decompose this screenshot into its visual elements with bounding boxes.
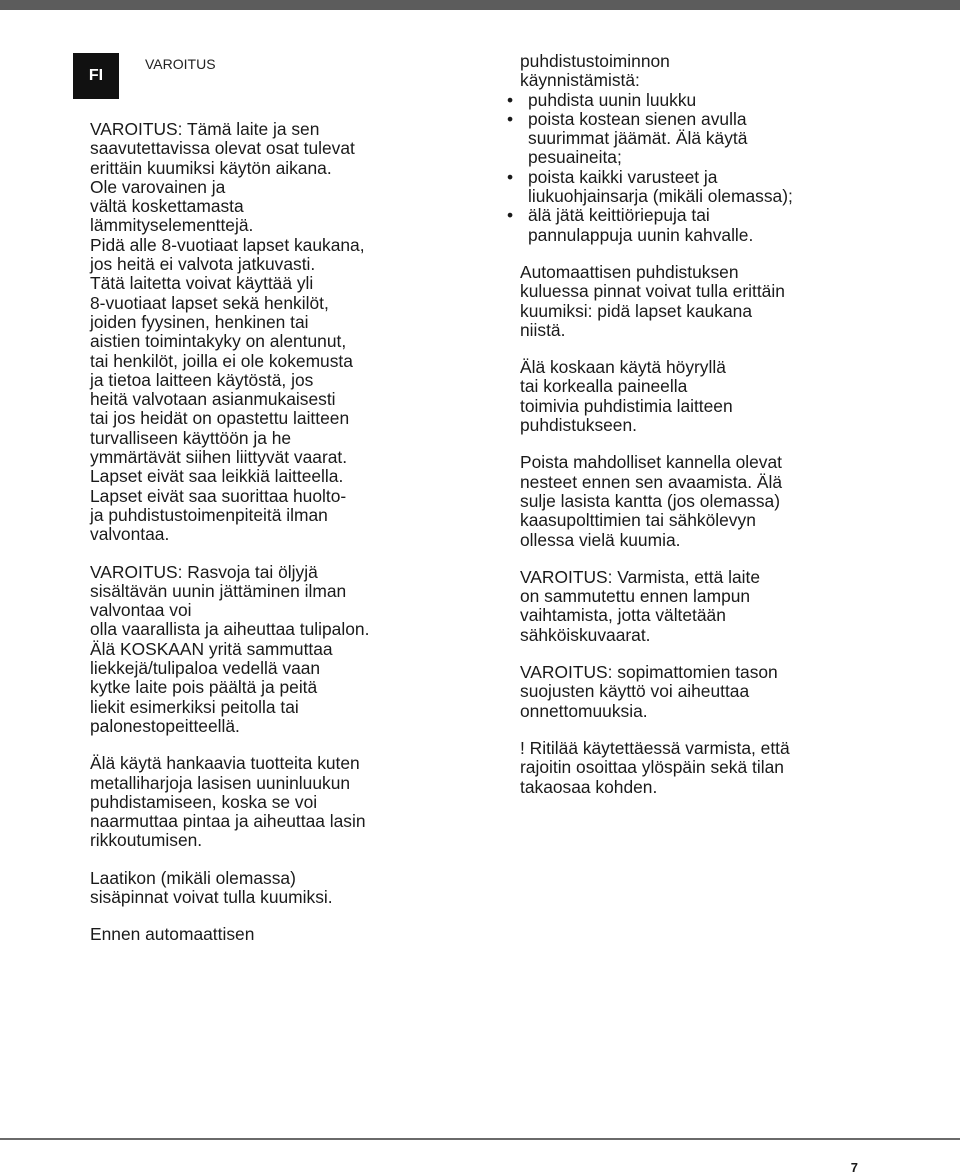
text-line: lämmityselementtejä.: [90, 215, 254, 236]
text-line: palonestopeitteellä.: [90, 715, 240, 736]
text-line: • poista kaikki varusteet ja: [528, 166, 718, 187]
text-line: ymmärtävät siihen liittyvät vaarat.: [90, 447, 348, 468]
right-paragraphs: [520, 263, 890, 797]
paragraph-r6: [520, 739, 890, 797]
text-line: on sammutettu ennen lampun: [520, 586, 751, 607]
paragraph-p4: [90, 869, 465, 908]
top-bar: [0, 0, 960, 10]
text-line: nesteet ennen sen avaamista. Älä: [520, 471, 782, 492]
text-line: Ole varovainen ja: [90, 176, 226, 197]
paragraph-r5: [520, 663, 890, 721]
text-line: jos heitä ei valvota jatkuvasti.: [90, 254, 316, 275]
checklist-item: [520, 110, 890, 168]
text-line: Automaattisen puhdistuksen: [520, 261, 739, 282]
section-title: VAROITUS: [145, 56, 216, 72]
text-line: metalliharjoja lasisen uuninluukun: [90, 772, 351, 793]
text-line: saavutettavissa olevat osat tulevat: [90, 138, 355, 159]
text-line: kuumiksi: pidä lapset kaukana: [520, 300, 753, 321]
text-line: VAROITUS: Rasvoja tai öljyjä: [90, 561, 318, 582]
text-line: VAROITUS: sopimattomien tason: [520, 662, 778, 683]
paragraph-p5: [90, 925, 465, 944]
paragraph-r1: [520, 263, 890, 340]
paragraph-p1: [90, 120, 465, 545]
paragraph-r4: [520, 568, 890, 645]
text-line: Lapset eivät saa suorittaa huolto-: [90, 485, 347, 506]
text-line: sulje lasista kantta (jos olemassa): [520, 490, 781, 511]
text-line: aistien toimintakyky on alentunut,: [90, 331, 347, 352]
text-line: sähköiskuvaarat.: [520, 624, 651, 645]
cleaning-checklist: [520, 91, 890, 245]
text-line: Älä KOSKAAN yritä sammuttaa: [90, 638, 333, 659]
text-line: turvalliseen käyttöön ja he: [90, 427, 292, 448]
text-line: takaosaa kohden.: [520, 776, 658, 797]
text-line: rajoitin osoittaa ylöspäin sekä tilan: [520, 757, 784, 778]
text-line: Tätä laitetta voivat käyttää yli: [90, 273, 314, 294]
paragraph-p3: [90, 754, 465, 850]
text-line: Poista mahdolliset kannella olevat: [520, 452, 782, 473]
text-line: ja puhdistustoimenpiteitä ilman: [90, 504, 328, 525]
text-line: valvontaa.: [90, 524, 170, 545]
text-line: Laatikon (mikäli olemassa): [90, 867, 296, 888]
cleaning-intro: [520, 52, 890, 91]
left-column: [90, 120, 465, 963]
checklist-item: [520, 91, 890, 110]
text-line: vaihtamista, jotta vältetään: [520, 605, 726, 626]
text-line: Lapset eivät saa leikkiä laitteella.: [90, 466, 344, 487]
text-line: suurimmat jäämät. Älä käytä: [528, 128, 748, 149]
paragraph-r3: [520, 453, 890, 549]
paragraph-p2: [90, 563, 465, 737]
text-line: puhdistukseen.: [520, 415, 637, 436]
text-line: VAROITUS: Tämä laite ja sen: [90, 119, 320, 139]
language-code: FI: [88, 67, 104, 84]
language-badge: [73, 53, 119, 99]
text-line: • älä jätä keittiöriepuja tai: [528, 205, 710, 226]
text-line: pesuaineita;: [528, 147, 622, 168]
text-line: kytke laite pois päältä ja peitä: [90, 677, 318, 698]
text-line: puhdistustoiminnon: [520, 51, 670, 71]
text-line: Ennen automaattisen: [90, 924, 255, 945]
text-line: heitä valvotaan asianmukaisesti: [90, 389, 336, 410]
text-line: naarmuttaa pintaa ja aiheuttaa lasin: [90, 811, 366, 832]
text-line: ollessa vielä kuumia.: [520, 529, 681, 550]
text-line: sisältävän uunin jättäminen ilman: [90, 580, 347, 601]
text-line: niistä.: [520, 319, 566, 340]
text-line: olla vaarallista ja aiheuttaa tulipalon.: [90, 619, 370, 640]
text-line: rikkoutumisen.: [90, 830, 203, 851]
text-line: pannulappuja uunin kahvalle.: [528, 224, 754, 245]
right-column: [520, 52, 890, 815]
text-line: suojusten käyttö voi aiheuttaa: [520, 681, 750, 702]
text-line: valvontaa voi: [90, 600, 192, 621]
paragraph-r2: [520, 358, 890, 435]
page-number: 7: [850, 1160, 858, 1175]
checklist-item: [520, 168, 890, 207]
text-line: • puhdista uunin luukku: [528, 89, 697, 110]
text-line: VAROITUS: Varmista, että laite: [520, 566, 760, 587]
text-line: käynnistämistä:: [520, 70, 640, 91]
text-line: kuluessa pinnat voivat tulla erittäin: [520, 281, 785, 302]
text-line: Pidä alle 8-vuotiaat lapset kaukana,: [90, 234, 365, 255]
text-line: tai jos heidät on opastettu laitteen: [90, 408, 350, 429]
text-line: joiden fyysinen, henkinen tai: [90, 311, 309, 332]
text-line: 8-vuotiaat lapset sekä henkilöt,: [90, 292, 329, 313]
text-line: liekit esimerkiksi peitolla tai: [90, 696, 299, 717]
text-line: • poista kostean sienen avulla: [528, 108, 747, 129]
text-line: tai henkilöt, joilla ei ole kokemusta: [90, 350, 353, 371]
text-line: Älä koskaan käytä höyryllä: [520, 357, 726, 378]
text-line: erittäin kuumiksi käytön aikana.: [90, 157, 332, 178]
text-line: ! Ritilää käytettäessä varmista, että: [520, 737, 790, 758]
text-line: vältä koskettamasta: [90, 196, 244, 217]
text-line: toimivia puhdistimia laitteen: [520, 395, 733, 416]
text-line: puhdistamiseen, koska se voi: [90, 791, 318, 812]
text-line: Älä käytä hankaavia tuotteita kuten: [90, 753, 360, 774]
footer-rule: [0, 1138, 960, 1140]
text-line: sisäpinnat voivat tulla kuumiksi.: [90, 886, 333, 907]
text-line: ja tietoa laitteen käytöstä, jos: [90, 369, 314, 390]
text-line: liekkejä/tulipaloa vedellä vaan: [90, 658, 321, 679]
text-line: onnettomuuksia.: [520, 700, 648, 721]
checklist-item: [520, 206, 890, 245]
text-line: tai korkealla paineella: [520, 376, 688, 397]
text-line: liukuohjainsarja (mikäli olemassa);: [528, 186, 793, 207]
text-line: kaasupolttimien tai sähkölevyn: [520, 510, 756, 531]
